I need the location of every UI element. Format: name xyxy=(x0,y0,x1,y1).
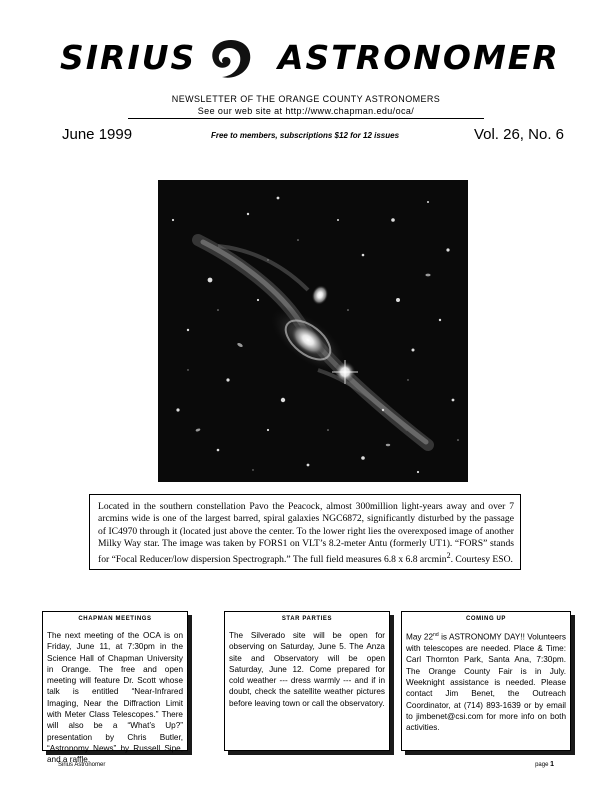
masthead-title-left: SIRIUS xyxy=(60,38,197,77)
footer-title: Sirius Astronomer xyxy=(58,762,106,768)
box-title: STAR PARTIES xyxy=(281,616,333,622)
box-body xyxy=(402,630,570,733)
coming-up-date: May 22 xyxy=(406,632,434,642)
caption-text: Located in the southern constellation Pavo the Peacock, almost 300million light-years away and over 7 arcmins wide is one of the largest barred, spiral galaxies NGC6872, significantly disturbed by the passage of IC4970 through it (located just above the center. To the lower right lies the overexposed image of another Milky Way star. The image was taken by FORS1 on VLT’s 8.2-meter Antu (formerly UT1). “FORS” stands for “Focal Reducer/low dispersion Spectrograph.” The full field measures 6.8 x 6.8 arcmin xyxy=(98,501,514,566)
volume-number: Vol. 26, No. 6 xyxy=(473,126,564,143)
box-title: COMING UP xyxy=(465,616,507,622)
coming-up-text: is ASTRONOMY DAY!! Volunteers with telescopes are needed. Place & Time: Carl Thornton Park, Santa Ana, 7:30pm. The Orange County Fair is in July. Weeknight assistance is needed. Please contact Jim Benet, the Outreach Coordinator, at (714) 893-1639 or by email to jimbenet@csi.com for more info on both activities. xyxy=(406,632,566,733)
issue-date: June 1999 xyxy=(62,126,133,143)
header-divider xyxy=(128,118,484,119)
caption-superscript: 2 xyxy=(446,551,451,561)
masthead-title-right: ASTRONOMER xyxy=(278,38,560,77)
caption-credit: . Courtesy ESO. xyxy=(450,554,513,566)
page-number: 1 xyxy=(550,761,554,768)
box-body: The Silverado site will be open for observing on Saturday, June 5. The Anza site and Observatory will be open Saturday, June 12. Come prepared for cold weather --- dress warmly --- and if in doubt, check the satellite weather pictures before leaving town or call the observatory. xyxy=(229,631,385,708)
masthead xyxy=(58,34,578,82)
coming-up-superscript: nd xyxy=(433,632,439,638)
star-parties-box xyxy=(224,611,390,751)
website-line: See our web site at http://www.chapman.edu/oca/ xyxy=(197,106,415,116)
galaxy-photo xyxy=(158,180,468,482)
page-label: page xyxy=(535,762,549,768)
box-body: The next meeting of the OCA is on Friday, June 11, at 7:30pm in the Science Hall of Chapman University in Orange. The free and open meeting will feature Dr. Scott whose talk is entitled “Near-Infrared Imaging, Near the Diffraction Limit with Meter Class Telescopes.” There will also be a “What’s Up?” presentation by Chris Butler, “Astronomy News” by Russell Sipe, and a raffle. xyxy=(47,631,183,765)
box-title: CHAPMAN MEETINGS xyxy=(78,616,152,622)
galaxy-image xyxy=(158,180,468,482)
newsletter-subtitle: NEWSLETTER OF THE ORANGE COUNTY ASTRONOMERS xyxy=(171,94,441,104)
oca-swirl-logo-icon xyxy=(207,36,255,82)
subscription-note: Free to members, subscriptions $12 for 12 issues xyxy=(210,131,400,140)
footer-page xyxy=(535,761,554,768)
coming-up-box xyxy=(401,611,571,751)
photo-caption xyxy=(89,494,521,570)
